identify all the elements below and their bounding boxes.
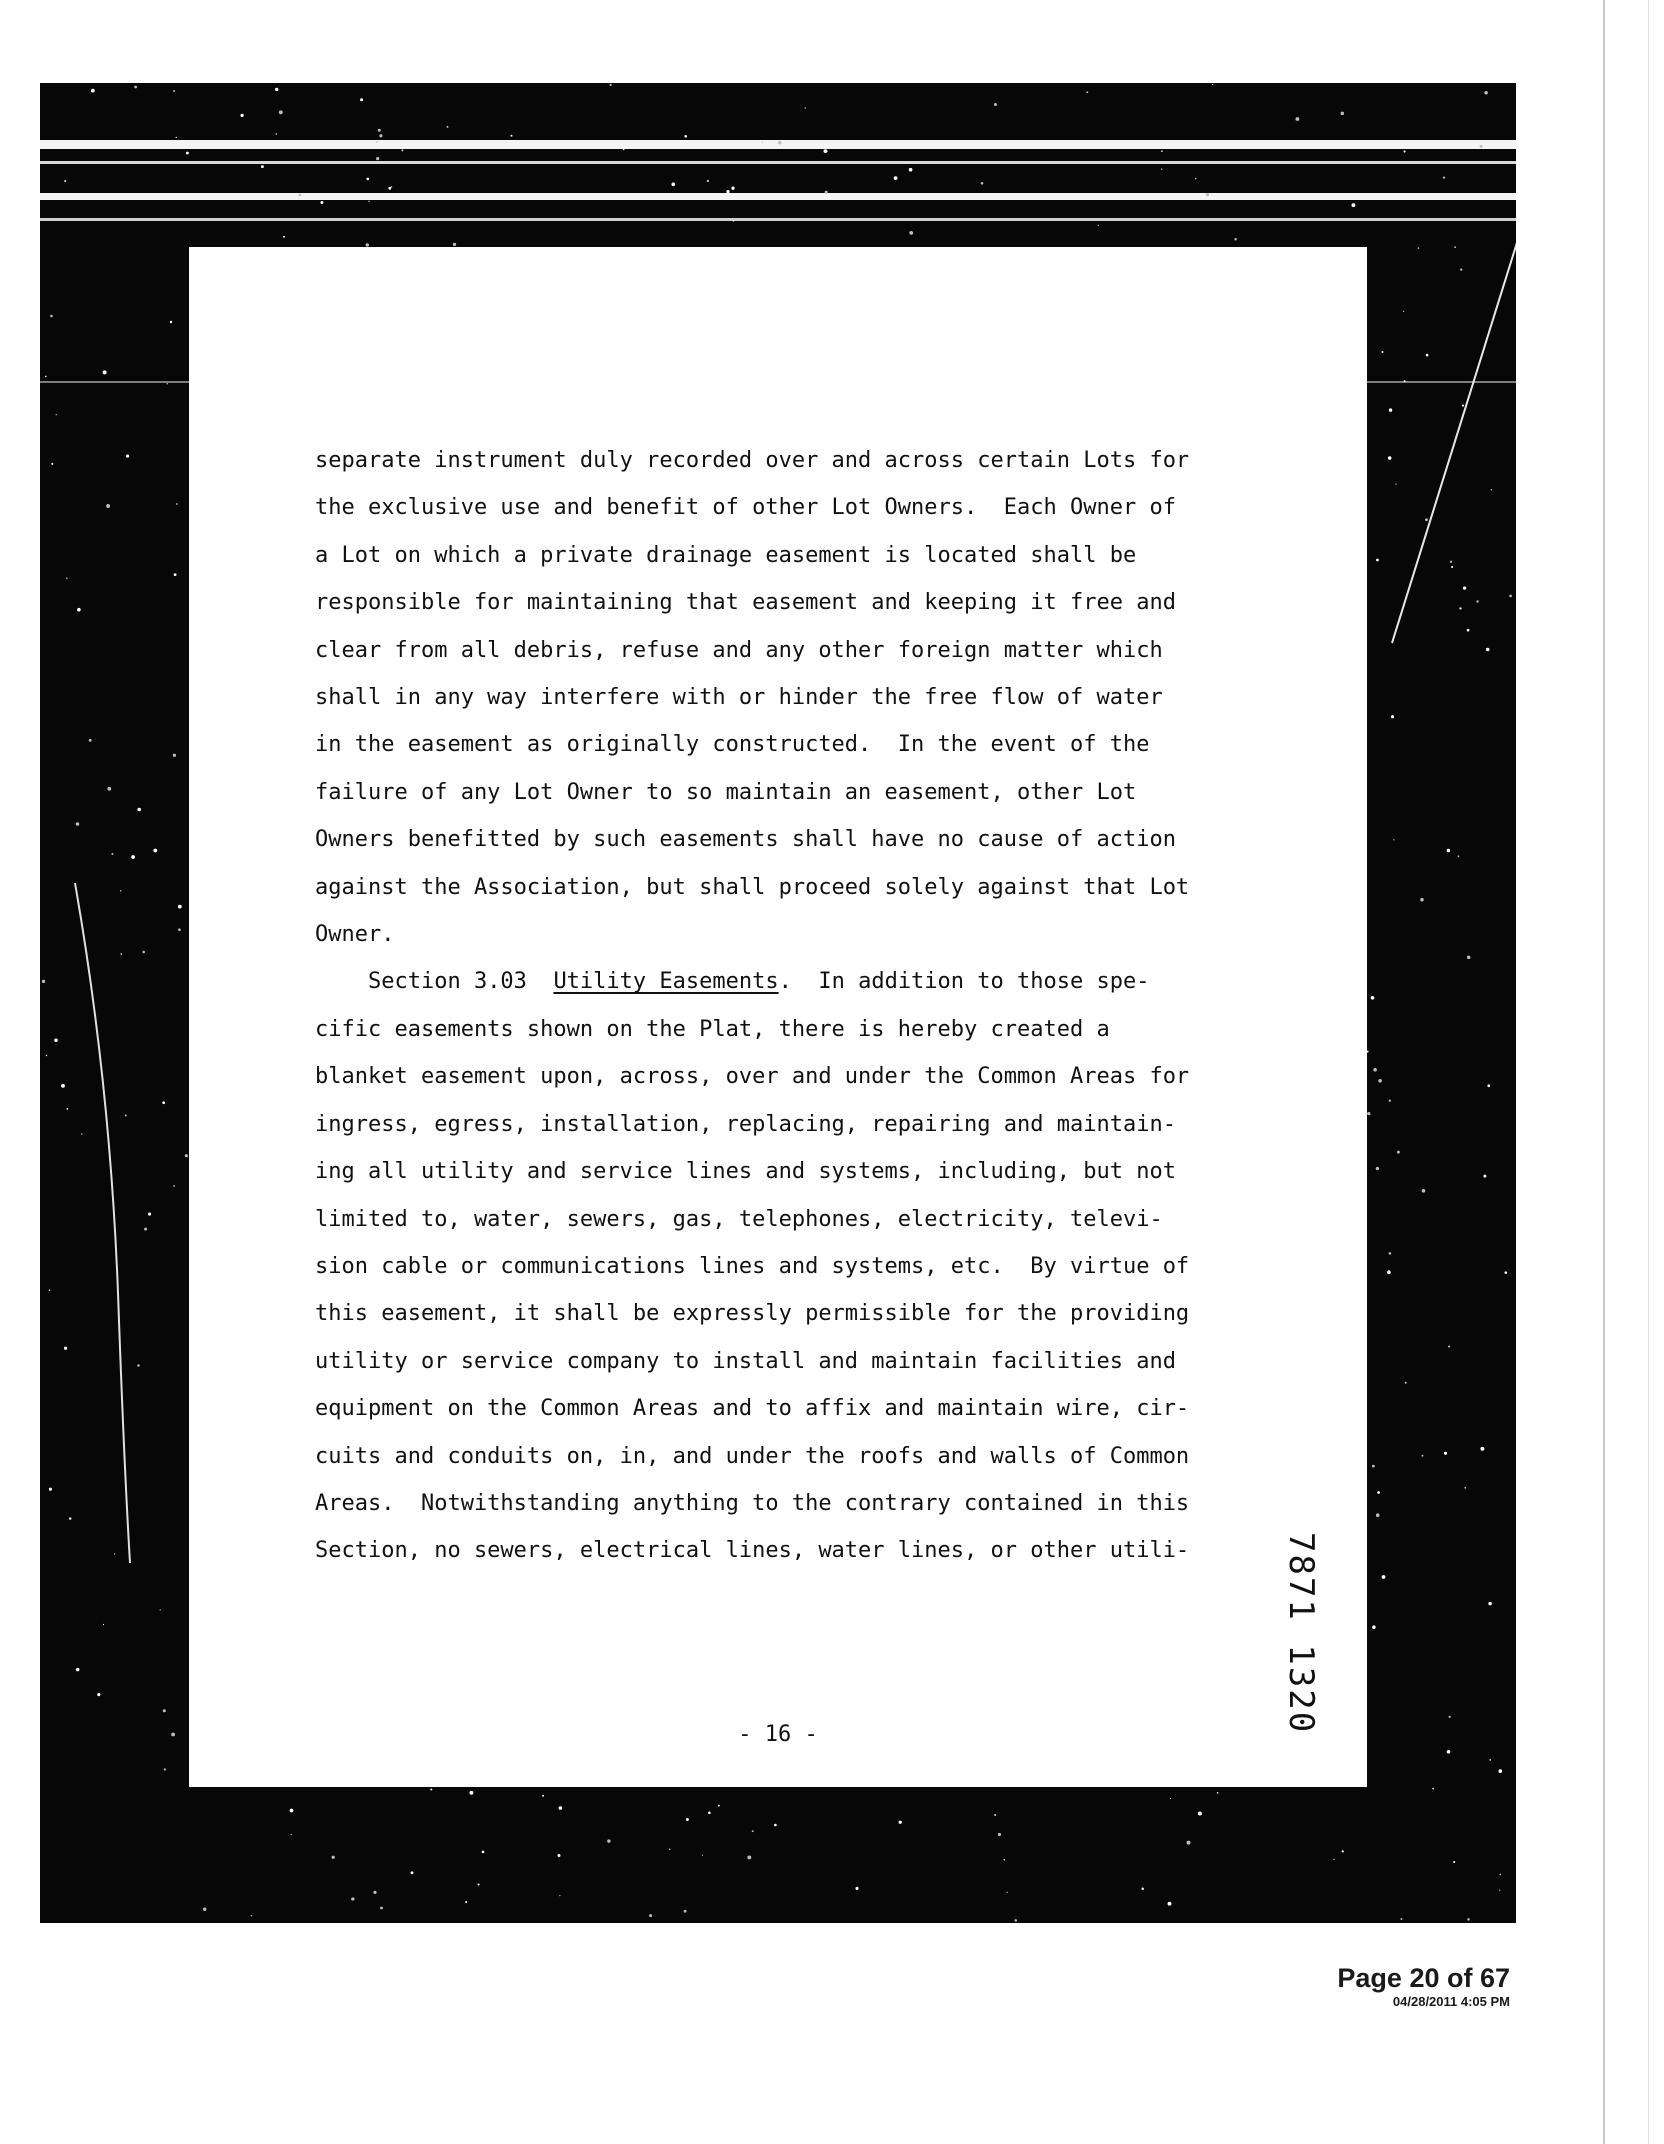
scan-speck — [1460, 268, 1462, 270]
scan-speck — [1449, 1716, 1451, 1718]
scan-speck — [1480, 1447, 1484, 1451]
scan-speck — [998, 1833, 1001, 1836]
scan-speck — [1422, 1455, 1424, 1457]
section-line: utility or service company to install and maintain facilities and — [315, 1348, 1176, 1374]
scan-speck — [1234, 238, 1236, 240]
body-line: clear from all debris, refuse and any other foreign matter which — [315, 637, 1163, 663]
document-body — [315, 437, 1235, 1575]
scan-speck — [107, 787, 111, 791]
scan-speck — [49, 1289, 50, 1290]
scan-speck — [1444, 1452, 1447, 1455]
scan-speck — [686, 1818, 689, 1821]
scan-speck — [64, 1347, 67, 1350]
scan-speck — [388, 187, 391, 190]
scan-speck — [378, 129, 381, 132]
scan-speck — [106, 504, 110, 508]
scan-speck — [708, 1812, 711, 1815]
scan-speck — [186, 152, 189, 155]
scan-speck — [1333, 1859, 1334, 1860]
scan-speck — [1382, 351, 1384, 353]
scan-speck — [126, 455, 129, 458]
scan-speck — [114, 1553, 115, 1554]
scan-speck — [42, 980, 45, 983]
scan-speck — [121, 953, 123, 955]
scan-speck — [1393, 839, 1394, 840]
scan-speck — [275, 133, 277, 135]
scan-speck — [66, 1108, 68, 1110]
scan-speck — [1467, 629, 1470, 632]
scan-speck — [142, 951, 145, 954]
scan-speck — [167, 383, 168, 384]
section-line: ing all utility and service lines and systems, including, but not — [315, 1159, 1176, 1185]
scan-speck — [726, 190, 729, 193]
scan-speck — [894, 176, 898, 180]
scan-speck — [465, 1901, 467, 1903]
scan-speck — [684, 1910, 687, 1913]
scan-speck — [76, 822, 80, 826]
scan-speck — [1458, 855, 1460, 857]
scan-speck — [137, 1364, 140, 1367]
scan-speck — [376, 157, 379, 160]
scan-speck — [1351, 203, 1355, 207]
scan-speck — [1387, 1270, 1391, 1274]
scan-speck — [1491, 489, 1492, 490]
scan-speck — [332, 1856, 335, 1859]
scan-speck — [1198, 1812, 1202, 1816]
scan-speck — [97, 1693, 100, 1696]
body-line: in the easement as originally constructed. In the event of the — [315, 732, 1150, 758]
scan-speck — [778, 141, 782, 145]
scan-speck — [203, 1907, 206, 1910]
section-line: blanket easement upon, across, over and under the Common Areas for — [315, 1064, 1190, 1090]
scan-speck — [981, 182, 984, 185]
scan-speck — [290, 1809, 294, 1813]
scan-speck — [137, 808, 141, 812]
scan-speck — [1373, 1068, 1377, 1072]
scan-speck — [1397, 1151, 1400, 1154]
right-edge-rule — [1648, 0, 1649, 2144]
scan-speck — [1499, 1890, 1500, 1891]
scan-speck — [125, 1114, 127, 1116]
right-margin-rule — [1603, 0, 1605, 2144]
scan-speck — [669, 1849, 670, 1850]
scan-speck — [171, 1733, 175, 1737]
scan-speck — [1342, 1850, 1344, 1852]
section-line: cific easements shown on the Plat, there is hereby created a — [315, 1016, 1110, 1042]
scan-speck — [1187, 1841, 1191, 1845]
scan-speck — [1487, 1084, 1490, 1087]
scan-speck — [1170, 1798, 1171, 1799]
recording-stamp: 7871 1320 — [1281, 1532, 1321, 1735]
scan-speck — [1418, 247, 1420, 249]
section-line: Section, no sewers, electrical lines, water lines, or other utili- — [315, 1538, 1190, 1564]
scan-speck — [1447, 1750, 1451, 1754]
section-first-line — [315, 958, 1235, 1005]
scan-speck — [1098, 225, 1099, 226]
scan-speck — [1367, 1112, 1370, 1115]
body-line: shall in any way interfere with or hinder the free flow of water — [315, 685, 1163, 711]
scan-speck — [1195, 178, 1196, 179]
scan-speck — [731, 187, 734, 190]
scan-speck — [291, 1834, 292, 1835]
scan-speck — [558, 1854, 561, 1857]
section-line: limited to, water, sewers, gas, telephones, electricity, televi- — [315, 1206, 1163, 1232]
scan-speck — [299, 194, 302, 197]
scan-speck — [1389, 1252, 1392, 1255]
scan-speck — [1168, 1902, 1172, 1906]
scan-speck — [1453, 1861, 1455, 1863]
scan-speck — [1371, 996, 1375, 1000]
body-line: against the Association, but shall proceed solely against that Lot — [315, 874, 1190, 900]
scan-speck — [482, 1851, 485, 1854]
scan-speck — [1395, 484, 1396, 485]
scan-speck — [1459, 607, 1461, 609]
scan-speck — [649, 1914, 652, 1917]
scan-speck — [1295, 117, 1299, 121]
scan-speck — [1486, 648, 1490, 652]
scan-speck — [1484, 91, 1488, 95]
scan-speck — [1400, 1918, 1402, 1920]
scan-speck — [1391, 715, 1394, 718]
section-first-line-rest: . In addition to those spe- — [778, 969, 1150, 995]
scan-speck — [909, 231, 913, 235]
scan-speck — [732, 220, 734, 222]
scan-speck — [64, 180, 66, 182]
scan-speck — [559, 1806, 563, 1810]
section-line: equipment on the Common Areas and to affix and maintain wire, cir- — [315, 1396, 1190, 1422]
section-line: Areas. Notwithstanding anything to the contrary contained in this — [315, 1490, 1190, 1516]
scan-speck — [76, 1668, 80, 1672]
scan-speck — [1463, 586, 1466, 589]
scan-speck — [752, 1830, 754, 1832]
scan-speck — [103, 1624, 104, 1625]
scan-speck — [1509, 595, 1512, 598]
scan-speck — [774, 1824, 777, 1827]
page-counter: Page 20 of 67 — [1337, 1963, 1510, 1993]
scan-speck — [283, 236, 285, 238]
scan-speck — [1483, 1175, 1486, 1178]
scanned-page-frame — [40, 83, 1516, 1923]
scan-speck — [1388, 456, 1392, 460]
scan-speck — [1498, 1769, 1502, 1773]
scan-speck — [430, 1788, 432, 1790]
scan-speck — [1426, 354, 1429, 357]
scan-speck — [1505, 1271, 1508, 1274]
scan-speck — [1448, 1346, 1450, 1348]
scan-speck — [144, 1228, 147, 1231]
scan-speck — [366, 178, 369, 181]
scan-speck — [747, 1855, 751, 1859]
scan-speck — [120, 890, 122, 892]
scan-speck — [81, 1133, 82, 1134]
scan-speck — [320, 201, 323, 204]
print-date: 04/28/2011 4:05 PM — [1392, 1994, 1510, 2009]
scan-speck — [511, 135, 513, 137]
scan-speck — [376, 141, 378, 143]
scan-speck — [391, 186, 393, 188]
scan-speck — [1450, 561, 1452, 563]
section-line: sion cable or communications lines and systems, etc. By virtue of — [315, 1253, 1190, 1279]
scan-speck — [1447, 849, 1450, 852]
page-footer — [1337, 1962, 1510, 2010]
scan-speck — [69, 1517, 71, 1519]
body-line: a Lot on which a private drainage easement is located shall be — [315, 542, 1137, 568]
scan-speck — [1403, 311, 1404, 312]
body-line: responsible for maintaining that easement and keeping it free and — [315, 590, 1176, 616]
scan-speck — [478, 1883, 480, 1885]
scan-speck — [173, 754, 176, 757]
scan-speck — [89, 739, 92, 742]
scan-speck — [1004, 1859, 1006, 1861]
scan-speck — [66, 577, 68, 579]
scan-speck — [1405, 1382, 1407, 1384]
body-line: separate instrument duly recorded over and across certain Lots for — [315, 448, 1190, 473]
scan-speck — [1404, 380, 1406, 382]
scan-speck — [1161, 150, 1163, 152]
scan-speck — [805, 107, 806, 108]
scan-speck — [1432, 1788, 1434, 1790]
scan-speck — [56, 414, 57, 415]
scan-speck — [178, 928, 181, 931]
scan-speck — [1378, 1079, 1382, 1083]
scan-speck — [718, 1805, 720, 1807]
scan-speck — [50, 315, 53, 318]
body-line: failure of any Lot Owner to so maintain an easement, other Lot — [315, 779, 1137, 805]
scan-speck — [1376, 1167, 1379, 1170]
scan-speck — [1372, 1465, 1375, 1468]
scan-speck — [1420, 898, 1423, 901]
scan-speck — [1382, 1575, 1386, 1579]
scan-speck — [368, 201, 369, 202]
scan-speck — [1462, 405, 1464, 407]
scan-speck — [899, 1821, 902, 1824]
scan-speck — [1422, 1189, 1426, 1193]
scan-speck — [103, 370, 107, 374]
scan-speck — [61, 1084, 65, 1088]
scan-speck — [160, 1609, 161, 1610]
scan-speck — [1451, 566, 1453, 568]
scan-speck — [909, 168, 913, 172]
scan-speck — [1489, 1759, 1491, 1761]
scan-speck — [1086, 91, 1088, 93]
scan-speck — [469, 1791, 473, 1795]
scan-speck — [607, 1839, 610, 1842]
scan-speck — [240, 114, 243, 117]
section-line: this easement, it shall be expressly permissible for the providing — [315, 1301, 1190, 1327]
scan-speck — [1372, 1625, 1376, 1629]
scan-speck — [251, 1915, 252, 1916]
scan-speck — [684, 135, 687, 138]
scan-speck — [1480, 145, 1483, 148]
scan-speck — [1376, 559, 1379, 562]
scan-speck — [1464, 1487, 1465, 1488]
scan-speck — [153, 849, 157, 853]
scan-speck — [623, 149, 625, 151]
body-line: Owner. — [315, 922, 395, 948]
scan-speck — [360, 98, 363, 101]
scan-speck — [163, 1709, 166, 1712]
scan-speck — [1341, 112, 1344, 115]
scan-speck — [762, 142, 763, 143]
scan-speck — [1141, 1888, 1143, 1890]
scan-speck — [351, 1897, 354, 1900]
scan-speck — [173, 90, 175, 92]
scan-speck — [1454, 246, 1456, 248]
scan-speck — [379, 134, 382, 137]
scan-speck — [447, 126, 449, 128]
scan-speck — [45, 376, 47, 378]
scan-speck — [174, 573, 177, 576]
scan-speck — [77, 608, 81, 612]
scan-speck — [542, 1795, 544, 1797]
scan-speck — [1217, 1792, 1219, 1794]
scan-speck — [1443, 176, 1445, 178]
scan-speck — [173, 1185, 175, 1187]
scan-speck — [1015, 1919, 1018, 1922]
scan-speck — [279, 110, 283, 114]
scan-speck — [1389, 408, 1392, 411]
scan-speck — [46, 1055, 47, 1056]
scan-speck — [176, 503, 178, 505]
scan-speck — [275, 88, 278, 91]
scan-speck — [176, 137, 177, 138]
section-heading: Utility Easements — [553, 969, 779, 995]
section-number: Section 3.03 — [367, 969, 527, 995]
body-line: the exclusive use and benefit of other Lot Owners. Each Owner of — [315, 495, 1176, 521]
scan-speck — [1500, 1874, 1502, 1876]
scan-speck — [401, 149, 403, 151]
scan-speck — [707, 180, 709, 182]
scan-speck — [373, 1891, 376, 1894]
scan-speck — [162, 1101, 165, 1104]
section-line: ingress, egress, installation, replacing, repairing and maintain- — [315, 1111, 1176, 1137]
scan-speck — [380, 1907, 383, 1910]
scan-speck — [111, 853, 113, 855]
scan-speck — [1476, 600, 1478, 602]
scan-speck — [609, 84, 611, 86]
scan-speck — [131, 855, 135, 859]
scan-speck — [994, 1814, 996, 1816]
scan-speck — [1007, 1892, 1008, 1893]
scan-speck — [1467, 956, 1470, 959]
scan-speck — [51, 463, 53, 465]
scan-speck — [1377, 1491, 1380, 1494]
scan-speck — [185, 1154, 188, 1157]
scan-speck — [702, 1855, 703, 1856]
scan-speck — [178, 905, 182, 909]
scan-speck — [411, 1871, 414, 1874]
scan-speck — [559, 1895, 560, 1896]
scan-speck — [1467, 1918, 1470, 1921]
scan-speck — [261, 165, 264, 168]
scan-speck — [1488, 1602, 1491, 1605]
scan-speck — [1206, 193, 1209, 196]
scan-speck — [825, 191, 828, 194]
scan-speck — [1376, 1513, 1380, 1517]
scan-speck — [826, 151, 828, 153]
scan-speck — [855, 1887, 858, 1890]
body-line: Owners benefitted by such easements shall have no cause of action — [315, 827, 1176, 853]
scan-speck — [170, 321, 172, 323]
scan-speck — [134, 86, 137, 89]
scan-speck — [91, 89, 95, 93]
section-line: cuits and conduits on, in, and under the roofs and walls of Common — [315, 1443, 1190, 1469]
document-page — [189, 247, 1367, 1787]
scan-speck — [1404, 150, 1406, 152]
scan-speck — [671, 182, 675, 186]
scan-speck — [49, 1488, 52, 1491]
scan-speck — [994, 103, 997, 106]
scan-speck — [1389, 1100, 1391, 1102]
scan-speck — [1212, 84, 1213, 85]
page-number: - 16 - — [738, 1722, 818, 1747]
scan-speck — [1425, 518, 1428, 521]
scan-speck — [148, 1213, 151, 1216]
scan-speck — [54, 1038, 58, 1042]
scan-speck — [1161, 168, 1162, 169]
scan-speck — [453, 243, 456, 246]
scan-speck — [164, 1768, 166, 1770]
